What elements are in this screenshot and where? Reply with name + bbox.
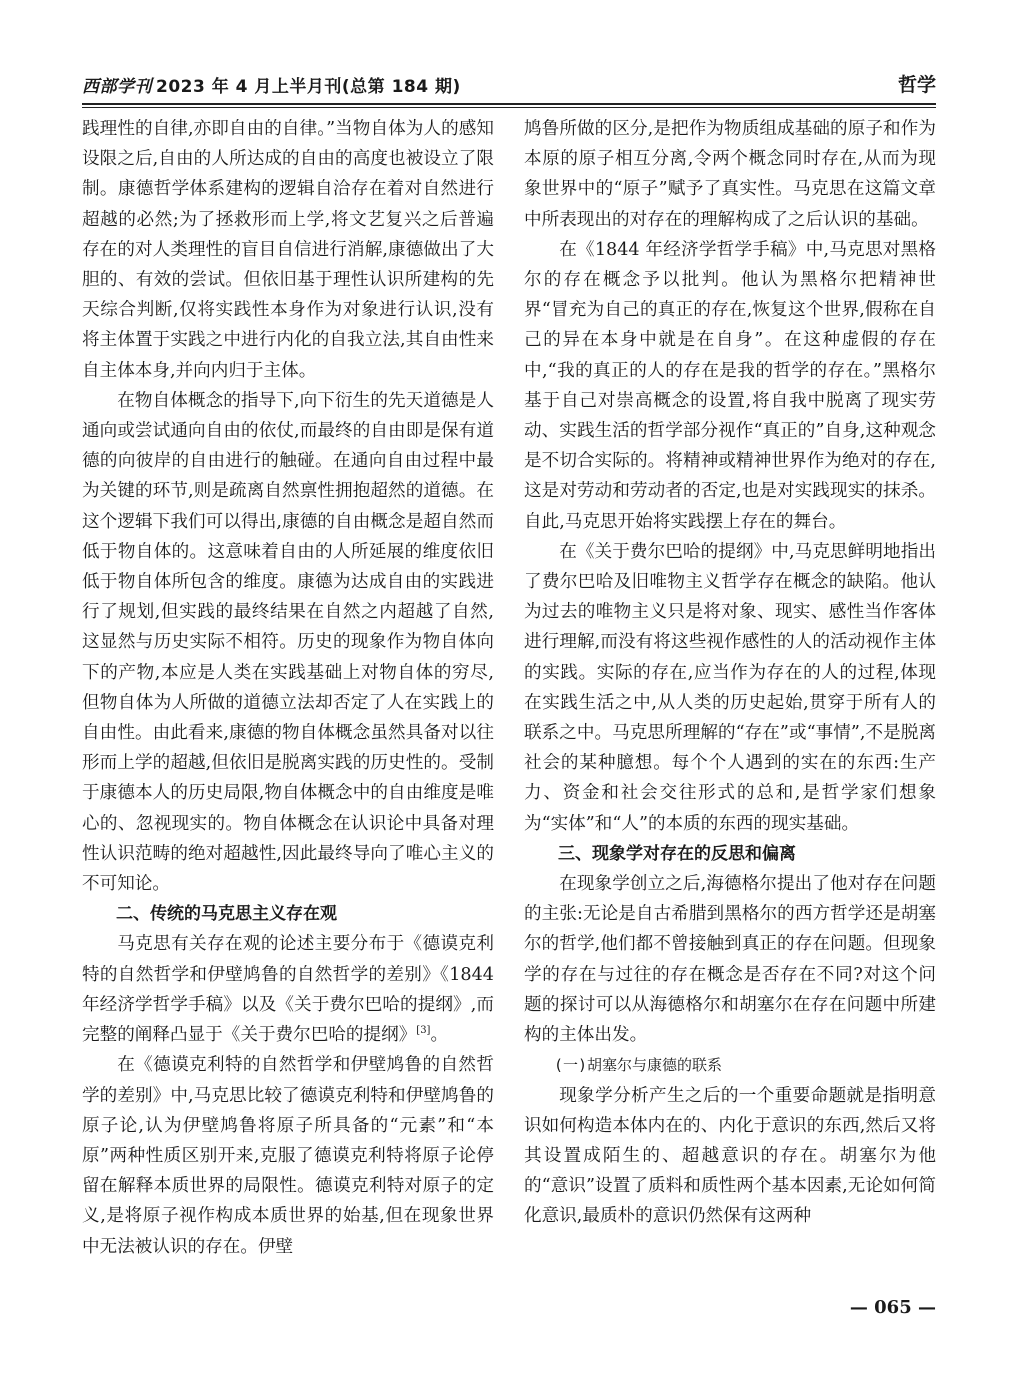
citation-ref: [3] — [416, 1025, 431, 1037]
section-label: 哲学 — [897, 74, 936, 96]
paragraph-end: 。 — [430, 1025, 449, 1046]
left-column — [82, 114, 494, 1262]
paragraph-text: 马克思有关存在观的论述主要分布于《德谟克利特的自然哲学和伊壁鸠鲁的自然哲学的差别》《1844年经济学哲学手稿》以及《关于费尔巴哈的提纲》,而完整的阐释凸显于《关于费尔巴哈的提纲》 — [82, 934, 494, 1046]
section-heading: 三、现象学对存在的反思和偏离 — [558, 843, 796, 864]
page-header — [82, 66, 936, 100]
paragraph: 在《德谟克利特的自然哲学和伊壁鸠鲁的自然哲学的差别》中,马克思比较了德谟克利特和伊壁鸠鲁的原子论,认为伊壁鸠鲁将原子所具备的“元素”和“本原”两种性质区别开来,克服了德谟克利特将原子论停留在解释本质世界的局限性。德谟克利特对原子的定义,是将原子视作构成本质世界的始基,但在现象世界中无法被认识的存在。伊壁 — [82, 1055, 494, 1257]
journal-logo: 西部学刊 — [82, 77, 152, 97]
journal-info — [82, 72, 461, 97]
paragraph: 在《1844 年经济学哲学手稿》中,马克思对黑格尔的存在概念予以批判。他认为黑格尔把精神世界“冒充为自己的真正的存在,恢复这个世界,假称在自己的异在本身中就是在自身”。在这种虚假的存在中,“我的真正的人的存在是我的哲学的存在。”黑格尔基于自己对崇高概念的设置,将自我中脱离了现实劳动、实践生活的哲学部分视作“真正的”自身,这种观念是不切合实际的。将精神或精神世界作为绝对的存在,这是对劳动和劳动者的否定,也是对实践现实的抹杀。自此,马克思开始将实践摆上存在的舞台。 — [524, 239, 936, 532]
issue-label: 2023 年 4 月上半月刊(总第 184 期) — [156, 77, 461, 97]
section-heading: 二、传统的马克思主义存在观 — [116, 904, 337, 925]
paragraph: 现象学分析产生之后的一个重要命题就是指明意识如何构造本体内在的、内化于意识的东西,然后又将其设置成陌生的、超越意识的存在。胡塞尔为他的“意识”设置了质料和质性两个基本因素,无论如何简化意识,最质朴的意识仍然保有这两种 — [524, 1085, 936, 1227]
paragraph: 在现象学创立之后,海德格尔提出了他对存在问题的主张:无论是自古希腊到黑格尔的西方哲学还是胡塞尔的哲学,他们都不曾接触到真正的存在问题。但现象学的存在与过往的存在概念是否存在不同?对这个问题的探讨可以从海德格尔和胡塞尔在存在问题中所建构的主体出发。 — [524, 874, 936, 1046]
header-rule-thick — [82, 103, 936, 105]
paragraph: 践理性的自律,亦即自由的自律。”当物自体为人的感知设限之后,自由的人所达成的自由的高度也被设立了限制。康德哲学体系建构的逻辑自洽存在着对自然进行超越的必然;为了拯救形而上学,将文艺复兴之后普遍存在的对人类理性的盲目自信进行消解,康德做出了大胆的、有效的尝试。但依旧基于理性认识所建构的先天综合判断,仅将实践性本身作为对象进行认识,没有将主体置于实践之中进行内化的自我立法,其自由性来自主体本身,并向内归于主体。 — [82, 119, 494, 381]
paragraph: 在《关于费尔巴哈的提纲》中,马克思鲜明地指出了费尔巴哈及旧唯物主义哲学存在概念的缺陷。他认为过去的唯物主义只是将对象、现实、感性当作客体进行理解,而没有将这些视作感性的人的活动视作主体的实践。实际的存在,应当作为存在的人的过程,体现在实践生活之中,从人类的历史起始,贯穿于所有人的联系之中。马克思所理解的“存在”或“事情”,不是脱离社会的某种臆想。每个个人遇到的实在的东西:生产力、资金和社会交往形式的总和,是哲学家们想象为“实体”和“人”的本质的东西的现实基础。 — [524, 541, 936, 834]
page-number: — 065 — — [849, 1297, 936, 1318]
right-column — [524, 114, 936, 1232]
paragraph — [82, 929, 494, 1050]
header-rule-thin — [82, 107, 936, 108]
paragraph: 在物自体概念的指导下,向下衍生的先天道德是人通向或尝试通向自由的依仗,而最终的自由即是保有道德的向彼岸的自由进行的触碰。在通向自由过程中最为关键的环节,则是疏离自然禀性拥抱超然的道德。在这个逻辑下我们可以得出,康德的自由概念是超自然而低于物自体的。这意味着自由的人所延展的维度依旧低于物自体所包含的维度。康德为达成自由的实践进行了规划,但实践的最终结果在自然之内超越了自然,这显然与历史实际不相符。历史的现象作为物自体向下的产物,本应是人类在实践基础上对物自体的穷尽,但物自体为人所做的道德立法却否定了人在实践上的自由性。由此看来,康德的物自体概念虽然具备对以往形而上学的超越,但依旧是脱离实践的历史性的。受制于康德本人的历史局限,物自体概念中的自由维度是唯心的、忽视现实的。物自体概念在认识论中具备对理性认识范畴的绝对超越性,因此最终导向了唯心主义的不可知论。 — [82, 390, 494, 895]
subsection-heading: (一)胡塞尔与康德的联系 — [554, 1056, 723, 1075]
paragraph: 鸠鲁所做的区分,是把作为物质组成基础的原子和作为本原的原子相互分离,令两个概念同时存在,从而为现象世界中的“原子”赋予了真实性。马克思在这篇文章中所表现出的对存在的理解构成了之后认识的基础。 — [524, 119, 936, 230]
